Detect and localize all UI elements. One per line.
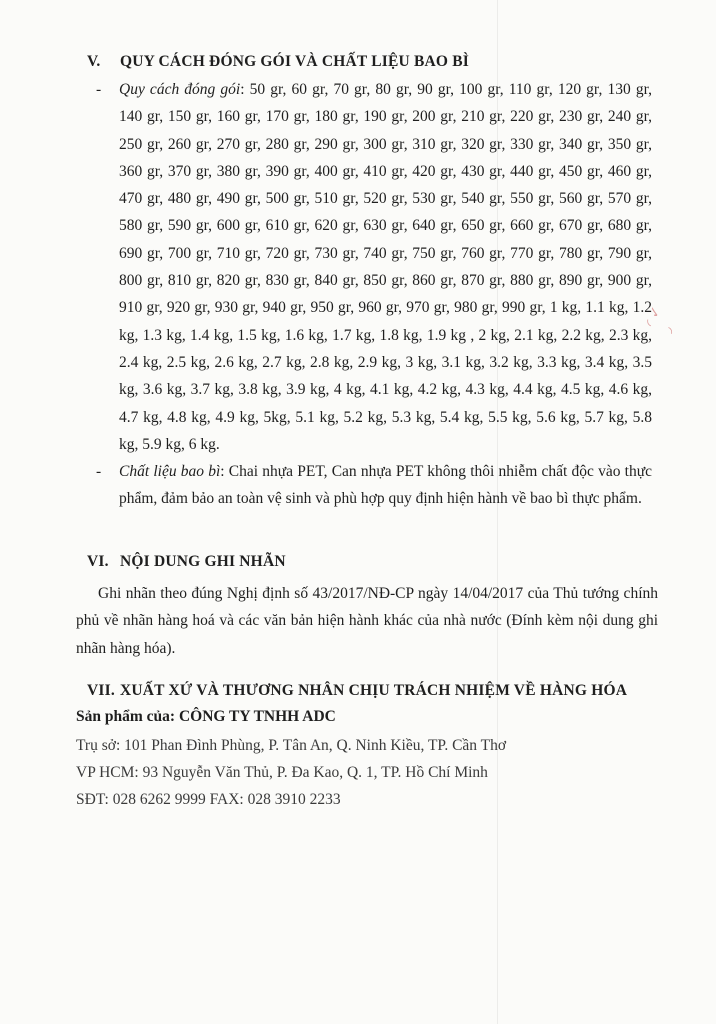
- packaging-spec-label: Quy cách đóng gói: [119, 81, 241, 98]
- contact-numbers: SĐT: 028 6262 9999 FAX: 028 3910 2233: [76, 791, 341, 808]
- packaging-material-text: : Chai nhựa PET, Can nhựa PET không thôi nhiễm chất độc vào thực phẩm, đảm bảo an toàn vệ sinh và phù hợp quy định hiện hành về bao bì thực phẩm.: [119, 463, 652, 508]
- bullet-dash: -: [96, 463, 102, 480]
- packaging-spec-text: : 50 gr, 60 gr, 70 gr, 80 gr, 90 gr, 100 gr, 110 gr, 120 gr, 130 gr, 140 gr, 150 gr, 160 gr, 170 gr, 180 gr, 190 gr, 200 gr, 210 gr, 220 gr, 230 gr, 240 gr, 250 gr, 260 gr, 270 gr, 280 gr, 290 gr, 300 gr, 310 gr, 320 gr, 330 gr, 340 gr, 350 gr, 360 gr, 370 gr, 380 gr, 390 gr, 400 gr, 410 gr, 420 gr, 430 gr, 440 gr, 450 gr, 460 gr, 470 gr, 480 gr, 490 gr, 500 gr, 510 gr, 520 gr, 530 gr, 540 gr, 550 gr, 560 gr, 570 gr, 580 gr, 590 gr, 600 gr, 610 gr, 620 gr, 630 gr, 640 gr, 650 gr, 660 gr, 670 gr, 680 gr, 690 gr, 700 gr, 710 gr, 720 gr, 730 gr, 740 gr, 750 gr, 760 gr, 770 gr, 780 gr, 790 gr, 800 gr, 810 gr, 820 gr, 830 gr, 840 gr, 850 gr, 860 gr, 870 gr, 880 gr, 890 gr, 900 gr, 910 gr, 920 gr, 930 gr, 940 gr, 950 gr, 960 gr, 970 gr, 980 gr, 990 gr, 1 kg, 1.1 kg, 1.2 kg, 1.3 kg, 1.4 kg, 1.5 kg, 1.6 kg, 1.7 kg, 1.8 kg, 1.9 kg , 2 kg, 2.1 kg, 2.2 kg, 2.3 kg, 2.4 kg, 2.5 kg, 2.6 kg, 2.7 kg, 2.8 kg, 2.9 kg, 3 kg, 3.1 kg, 3.2 kg, 3.3 kg, 3.4 kg, 3.5 kg, 3.6 kg, 3.7 kg, 3.8 kg, 3.9 kg, 4 kg, 4.1 kg, 4.2 kg, 4.3 kg, 4.4 kg, 4.5 kg, 4.6 kg, 4.7 kg, 4.8 kg, 4.9 kg, 5kg, 5.1 kg, 5.2 kg, 5.3 kg, 5.4 kg, 5.5 kg, 5.6 kg, 5.7 kg, 5.8 kg, 5.9 kg, 6 kg.: [119, 81, 652, 453]
- stamp-edge-mark: ◜ ✓ ◞: [643, 304, 676, 335]
- bullet-dash: -: [96, 81, 102, 98]
- labeling-paragraph: Ghi nhãn theo đúng Nghị định số 43/2017/NĐ-CP ngày 14/04/2017 của Thủ tướng chính phủ về nhãn hàng hoá và các văn bản hiện hành khác của nhà nước (Đính kèm nội dung ghi nhãn hàng hóa).: [76, 585, 658, 657]
- section-v-number: V.: [87, 53, 101, 70]
- section-vii-number: VII.: [87, 682, 115, 699]
- section-vi-title: NỘI DUNG GHI NHÃN: [120, 553, 286, 570]
- hcm-office-address: VP HCM: 93 Nguyễn Văn Thủ, P. Đa Kao, Q. 1, TP. Hồ Chí Minh: [76, 764, 488, 781]
- section-vi-heading: [87, 553, 286, 571]
- head-office-address: Trụ sở: 101 Phan Đình Phùng, P. Tân An, Q. Ninh Kiều, TP. Cần Thơ: [76, 737, 507, 754]
- section-vi-number: VI.: [87, 553, 109, 570]
- packaging-material-item: [96, 458, 652, 513]
- product-of-line: [76, 708, 336, 726]
- packaging-material-label: Chất liệu bao bì: [119, 463, 221, 480]
- packaging-material-body: [119, 458, 652, 513]
- section-v-heading: [87, 53, 469, 71]
- packaging-spec-item: [96, 76, 652, 458]
- section-vii-title: XUẤT XỨ VÀ THƯƠNG NHÂN CHỊU TRÁCH NHIỆM VỀ HÀNG HÓA: [120, 682, 628, 699]
- product-of-label: Sản phẩm của:: [76, 708, 179, 725]
- section-vii-heading: [87, 682, 627, 700]
- packaging-spec-body: [119, 76, 652, 458]
- section-v-title: QUY CÁCH ĐÓNG GÓI VÀ CHẤT LIỆU BAO BÌ: [120, 53, 470, 70]
- company-name: CÔNG TY TNHH ADC: [178, 708, 336, 725]
